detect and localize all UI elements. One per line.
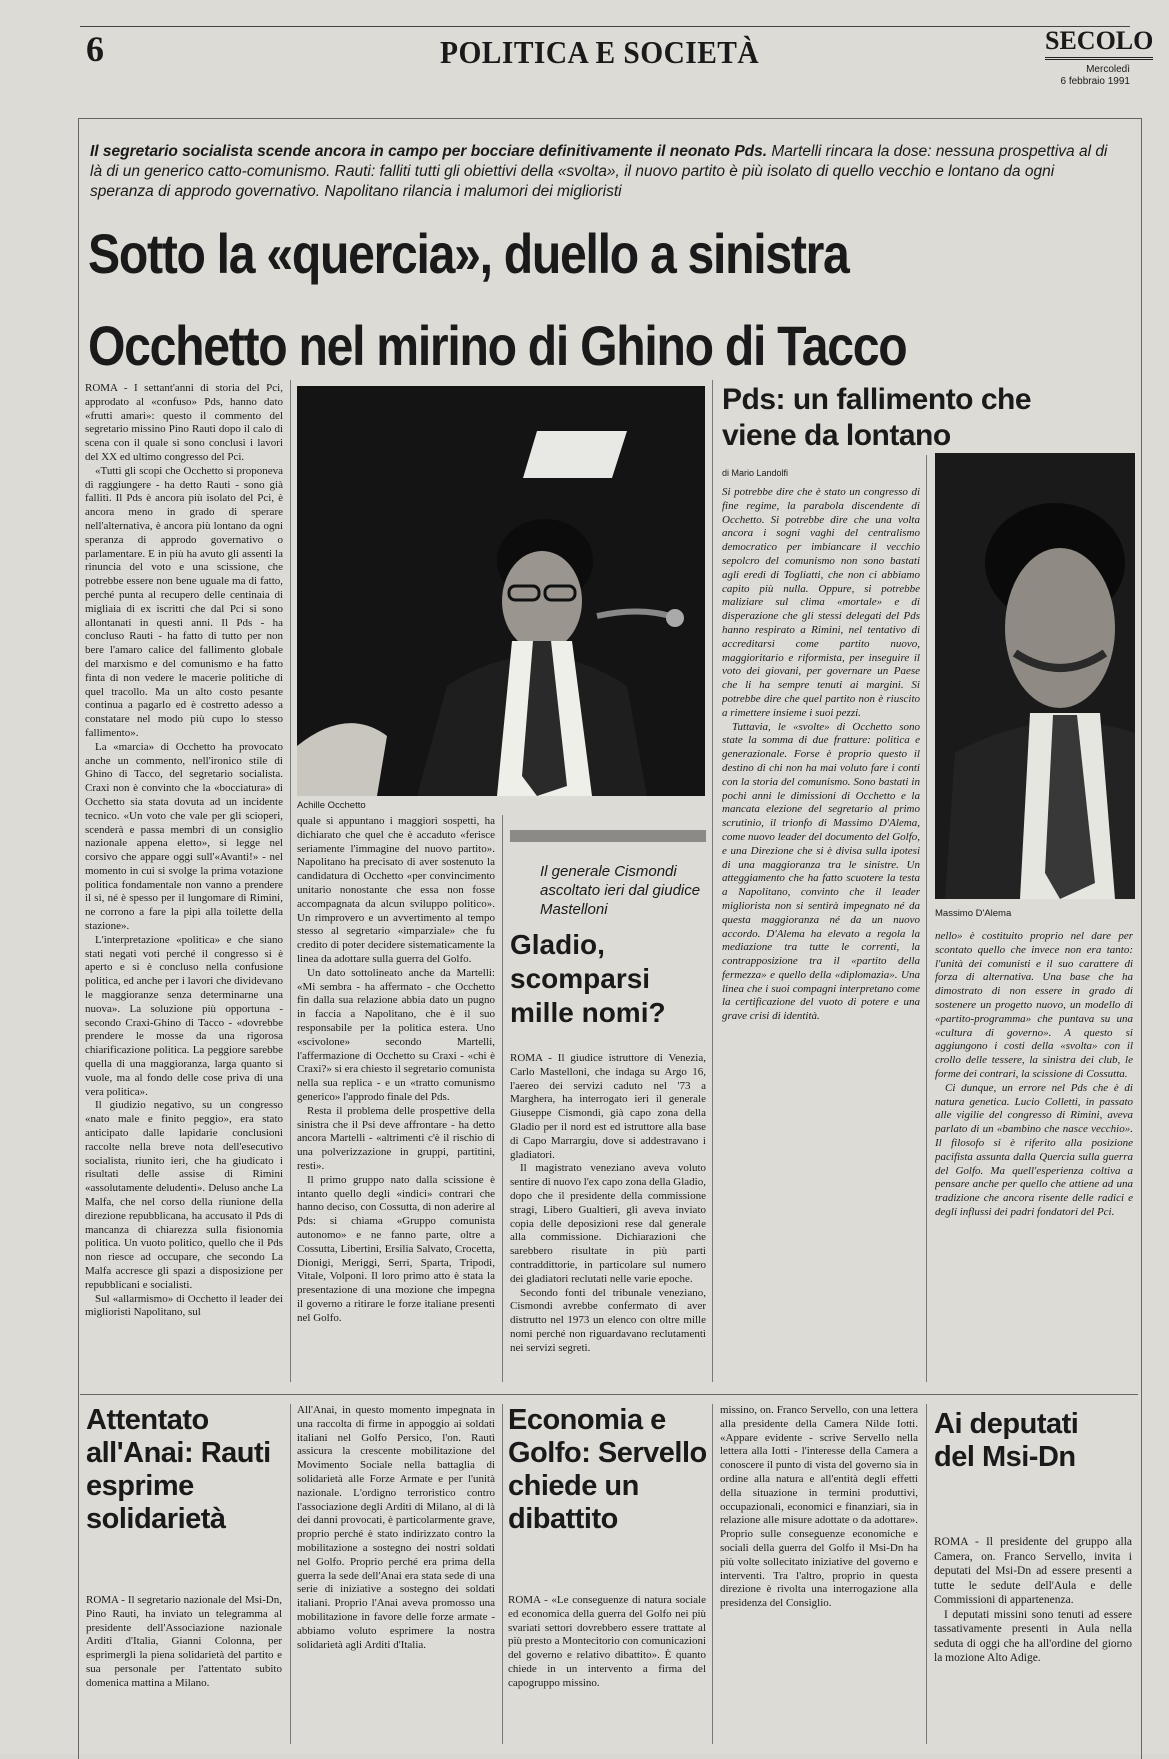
paper-date-value: 6 febbraio 1991 bbox=[1060, 76, 1130, 87]
paragraph: nello» è costituito proprio nel dare per scontato quello che invece non era tanto: l'unità dei comunisti e il suo carattere di forza di alternativa. Una base che ha dimostrato di non essere in grado di sostenere un progetto nuovo, un modello di «partito-programma» che puntava su una «cultura di governo». A questo si aggiungono i costi della «svolta» con il crollo delle tessere, la sinistra dei club, le forme dei contrari, la scissione di Cossutta. bbox=[935, 930, 1133, 1080]
lead-kicker-bold: Il segretario socialista scende ancora in campo per bocciare definitivamente il neonato Pds. bbox=[90, 143, 768, 160]
lower-section-rule bbox=[80, 1394, 1138, 1395]
column-rule bbox=[926, 1404, 927, 1744]
pds-byline: di Mario Landolfi bbox=[722, 468, 789, 478]
paragraph: Il giudizio negativo, su un congresso «nato male e finito peggio», era stato anticipato dalle lapidarie conclusioni raccolte nella breve nota dell'esecutivo socialista, riunito ieri, che ha giudicato i risultati delle assise di Rimini «assolutamente deludenti». Deluso anche La Malfa, che nel corso della riunione della direzione repubblicana, ha accusato il Pds di mancanza di chiarezza sulla fisionomia politica. Un vuoto politico, quello che il Pds non riesce ad occupare, che secondo La Malfa accresce gli spazi a disposizione per repubblicani e socialisti. bbox=[85, 1099, 283, 1291]
paragraph: quale si appuntano i maggiori sospetti, ha dichiarato che quel che è accaduto «ferisce seriamente l'immagine del nuovo partito». Napolitano ha precisato di aver sostenuto la candidatura di Occhetto «per convincimento unitario nonostante che essa non fosse accompagnata da alcun sviluppo politico». Un rimprovero e un avvertimento al tempo stesso al segretario «imparziale» che fu credito di poter decidere sistematicamente la linea da adottare sulla guerra del Golfo. bbox=[297, 815, 495, 965]
paragraph: Tuttavia, le «svolte» di Occhetto sono state la somma di due fratture: politica e generazionale. Forse è proprio questo il destino di chi non ha mai voluto fare i conti con la storia del comunismo. Sono bastati in pochi anni le dimissioni di Occhetto e la mancata elezione del segretario al primo scrutinio, il trionfo di Massimo D'Alema, come nuovo leader del documento del Golfo, e una Direzione che si è divisa sulla ipotesi di una maggioranza tra le sinistre. Un atteggiamento che ha fatto scuotere la testa a Napolitano, convinto che il leader migliorista non si sentirà impegnato né da questa maggioranza né da un nuovo accordo. D'Alema ha elevato a regola la mediazione tra tutte le correnti, la contrapposizione tra il «partito della fermezza» e quello della «diplomazia». Una linea che i suoi compagni interpretano come la certificazione del vuoto di potere e una grave crisi di identità. bbox=[722, 720, 920, 1023]
headline-line-2: Occhetto nel mirino di Ghino di Tacco bbox=[88, 314, 907, 377]
paragraph: «Tutti gli scopi che Occhetto si proponeva di raggiungere - ha detto Rauti - sono già falliti. Il Pds è ancora più isolato del Pci, è ancora meno in grado di sperare nell'alternativa, è ancora più lontano da ogni speranza di approdo governativo o parlamentare. E in più ha avuto gli assenti la rinuncia del voto e una scissione, che potrebbe essere non bene uguale ma di fatto, perché punta al recupero delle centinaia di migliaia di ex iscritti che dal Pci si sono allontanati in questi anni. Il Pds - ha concluso Rauti - ha fatto di tutto per non bere l'amaro calice del fallimento globale del marxismo e del comunismo e ha fatto finta di non vedere le macerie politiche di quel tracollo. Ma un alto costo pesante continua a pagarlo ed è costretto adesso a constatare nel modo più cupo lo stesso fallimento». bbox=[85, 464, 283, 739]
paper-day: Mercoledì bbox=[1086, 64, 1130, 75]
anai-title: Attentato all'Anai: Rauti esprime solidarietà bbox=[86, 1404, 271, 1535]
paragraph: Il primo gruppo nato dalla scissione è intanto quello degli «indici» contrari che hanno deciso, con Cossutta, di non aderire al Pds: si chiama «Gruppo comunista autonomo» e ne fanno parte, oltre a Cossutta, Libertini, Ersilia Salvato, Crocetta, Dionigi, Meriggi, Serri, Sparta, Tripodi, Vitale, Volponi. Il loro primo atto è stata la presentazione di una mozione che impegna il governo a ritirare le forze italiane presenti nel Golfo. bbox=[297, 1173, 495, 1324]
paragraph: ROMA - «Le conseguenze di natura sociale ed economica della guerra del Golfo nei più svariati settori dovrebbero essere trattate al più presto a Montecitorio con comunicazioni del governo e relativo dibattito». È quanto chiede in un intervento a firma del capogruppo missino. bbox=[508, 1594, 706, 1689]
column-rule bbox=[712, 1404, 713, 1744]
deputati-body bbox=[934, 1535, 1132, 1744]
paragraph: La «marcia» di Occhetto ha provocato anche un commento, nell'ironico stile di Ghino di Tacco, del segretario socialista. Craxi non è convinto che la «bocciatura» di Occhetto sia stata dovuta ad un incidente tecnico. «Un voto che vale per gli scioperi, scenderà e passa membri di un consiglio nazionale appena eletto», si legge nel corsivo che appare oggi sull'«Avanti!» - nel momento in cui si svolge la prima votazione politica fondamentale non vanno a prendere il sì, né è spesso per il lungomare di Rimini, ne corrono a fare la pipì alla toilette della stazione». bbox=[85, 740, 283, 933]
column-rule bbox=[290, 380, 291, 1382]
anai-column-1 bbox=[86, 1594, 282, 1744]
occhetto-illustration bbox=[297, 386, 705, 796]
pds-column-2 bbox=[935, 930, 1133, 1382]
paragraph: ROMA - I settant'anni di storia del Pci, approdato al «confuso» Pds, hanno dato «frutti amari»: questo il commento del segretario missino Pino Rauti dopo il calo di scena con il quale si sono conclusi i lavori del XX ed ultimo congresso del Pci. bbox=[85, 382, 283, 463]
lead-column-1 bbox=[85, 382, 283, 1382]
paragraph: L'interpretazione «politica» e che siano stati negati voti perché il congresso si è aperto e si è concluso nella confusione politica, ed anche per i lavori che dividevano le maggioranze senza determinarne una nuova». La soluzione più opportuna - secondo Craxi-Ghino di Tacco - «dovrebbe prendere le mosse da una rigorosa chiarificazione politica. La peggiore sarebbe quella di una maggioranza, larga quanto si vuole, ma al fondo delle cose priva di una vera politica». bbox=[85, 933, 283, 1098]
gladio-title: Gladio, scomparsi mille nomi? bbox=[510, 929, 666, 1028]
lead-column-2 bbox=[297, 815, 495, 1382]
column-rule bbox=[502, 815, 503, 1382]
gladio-kicker: Il generale Cismondi ascoltato ieri dal giudice Mastelloni bbox=[540, 863, 701, 918]
economia-column-1 bbox=[508, 1594, 706, 1744]
masthead-rule bbox=[80, 26, 1130, 27]
lead-kicker bbox=[90, 142, 1110, 202]
deputati-title: Ai deputati del Msi-Dn bbox=[934, 1408, 1079, 1473]
lead-headline bbox=[88, 208, 991, 392]
occhetto-photo bbox=[297, 386, 705, 796]
paper-date bbox=[1025, 64, 1130, 88]
section-title: POLITICA E SOCIETÀ bbox=[440, 34, 760, 70]
paragraph: ROMA - Il presidente del gruppo alla Camera, on. Franco Servello, invita i deputati del Msi-Dn ad essere presenti a tutte le sedute dell'Aula e delle Commissioni di appartenenza. bbox=[934, 1536, 1132, 1606]
dalema-illustration bbox=[935, 453, 1135, 899]
economia-title: Economia e Golfo: Servello chiede un dibattito bbox=[508, 1404, 707, 1535]
paragraph: Sul «allarmismo» di Occhetto il leader dei miglioristi Napolitano, sul bbox=[85, 1292, 283, 1319]
column-rule bbox=[712, 380, 713, 1382]
lead-kicker-rest: Martelli rincara la dose: nessuna prospettiva al di là di un generico catto-comunismo. Rauti: falliti tutti gli obiettivi della «svolta», il nuovo partito è più isolato di quello vecchio e lontano da ogni speranza di approdo governativo. Napolitano rilancia i malumori dei miglioristi bbox=[90, 143, 1108, 200]
column-rule bbox=[926, 455, 927, 1382]
pds-title: Pds: un fallimento che viene da lontano bbox=[722, 383, 1032, 452]
paragraph: Si potrebbe dire che è stato un congresso di fine regime, la parabola discendente di Occhetto. Si potrebbe dire che una volta ancora i sogni vaghi del centralismo democratico per imbiancare il vecchio sepolcro del comunismo non sono bastati agli eredi di Togliatti, che non ci abbiamo capito più nulla. Oppure, si potrebbe maliziare sul clima «mortale» e di disperazione che gli stessi delegati del Pds hanno respirato a Rimini, nel tentativo di accreditarsi come partito nuovo, maggioritario e riformista, per inseguire il voto dei giovani, per governare un Paese che li ha sempre tenuti ai margini. Si potrebbe dire che quel partito non è riuscito a rimettere insieme i suoi pezzi. bbox=[722, 486, 920, 719]
paragraph: missino, on. Franco Servello, con una lettera alla presidente della Camera Nilde Iotti. «Appare evidente - scrive Servello nella lettera alla Iotti - l'interesse della Camera a conoscere il punto di vista del governo sia in ordine alla natura e all'entità degli effetti della situazione in termini produttivi, occupazionali, economici e finanziari, sia in relazione alle misure adottate o da adottare». Proprio sulle conseguenze economiche e sociali della guerra del Golfo il Msi-Dn ha più volte sollecitato iniziative del governo e interventi. Tra l'altro, proprio in questa direzione è rivolta una interrogazione alla presidenza del Consiglio. bbox=[720, 1404, 918, 1610]
dalema-photo bbox=[935, 453, 1135, 899]
paragraph: ROMA - Il segretario nazionale del Msi-Dn, Pino Rauti, ha inviato un telegramma al presidente dell'Associazione nazionale Arditi d'Italia, Gianni Colonna, per esprimergli la piena solidarietà del partito e sua personale per l'attentato subito domenica mattina a Milano. bbox=[86, 1594, 282, 1689]
paragraph: Ci dunque, un errore nel Pds che è di natura genetica. Lucio Colletti, in passato alle vigilie del congresso di Rimini, aveva parlato di un «bambino che nasce vecchio». Il filosofo si è riferito alla posizione pacifista assunta dalla Quercia sulla guerra del Golfo. Ma quell'esperienza coltiva a pensare anche per quello che attiene ad una tradizione che ancora risente delle radici e degli influssi dei padri fondatori del Pci. bbox=[935, 1081, 1133, 1218]
paper-name: SECOLO bbox=[1045, 26, 1153, 60]
economia-column-2 bbox=[720, 1404, 918, 1744]
dalema-caption: Massimo D'Alema bbox=[935, 908, 1012, 919]
paragraph: ROMA - Il giudice istruttore di Venezia, Carlo Mastelloni, che indaga su Argo 16, l'aereo dei servizi caduto nel '73 a Marghera, ha interrogato ieri il generale Giuseppe Cismondi, già capo zona della Gladio per il nord est ed istruttore alla base di Capo Marrargiu, dove si addestravano i gladiatori. bbox=[510, 1052, 706, 1161]
anai-column-2 bbox=[297, 1404, 495, 1744]
headline-line-1: Sotto la «quercia», duello a sinistra bbox=[88, 222, 849, 285]
gladio-body bbox=[510, 1052, 706, 1382]
gladio-bar bbox=[510, 830, 706, 842]
paragraph: Resta il problema delle prospettive della sinistra che il Psi deve affrontare - ha detto ancora Martelli - «altrimenti c'è il rischio di una polverizzazione in gruppi, partitini, resti». bbox=[297, 1104, 495, 1172]
column-rule bbox=[502, 1404, 503, 1744]
paragraph: Il magistrato veneziano aveva voluto sentire di nuovo l'ex capo zona della Gladio, dopo che il presidente della commissione stragi, Libero Gualtieri, gli aveva inviato copia delle deposizioni rese dal generale alla commissione. Dichiarazioni che sarebbero risultate in più parti contraddittorie, in particolare sul numero dei gladiatori reclutati nelle varie epoche. bbox=[510, 1162, 706, 1285]
paragraph: Un dato sottolineato anche da Martelli: «Mi sembra - ha affermato - che Occhetto fin dalla sua relazione abbia dato un pugno in faccia a Napolitano, che è il suo responsabile per la politica estera. Uno «scivolone» secondo Martelli, l'affermazione di Occhetto su Craxi - «chi è Craxi?» si era chiesto il segretario comunista nella sua replica - e un «tratto comunismo generico» l'approdo finale del Pds. bbox=[297, 966, 495, 1103]
occhetto-caption: Achille Occhetto bbox=[297, 800, 366, 811]
column-rule bbox=[290, 1404, 291, 1744]
paragraph: Secondo fonti del tribunale veneziano, Cismondi avrebbe confermato di aver distrutto nel 1973 un elenco con oltre mille nomi perché non riguardavano reclutamenti nei servizi segreti. bbox=[510, 1286, 706, 1354]
pds-column-1 bbox=[722, 486, 920, 1382]
paragraph: All'Anai, in questo momento impegnata in una raccolta di firme in appoggio ai soldati italiani nel Golfo Persico, l'on. Rauti assicura la crescente mobilitazione del Movimento Sociale nella battaglia di solidarietà alle Forze Armate e per l'unità nazionale. L'ordigno terroristico contro l'associazione degli Arditi di Milano, al di là dei danni provocati, è particolarmente grave, proprio perché è stato indirizzato contro la mobilitazione a sostegno dei nostri soldati nel Golfo. Proprio perché era prima della guerra la sede dell'Anai era stata sede di una serie di iniziative a sostegno dei soldati italiani. Proprio l'Anai aveva promosso una mobilitazione in favore delle forze armate - abbiamo voluto esprimere la nostra solidarietà agli Arditi d'Italia. bbox=[297, 1404, 495, 1651]
paragraph: I deputati missini sono tenuti ad essere tassativamente presenti in Aula nella seduta di oggi che ha all'ordine del giorno la mozione Alto Adige. bbox=[934, 1608, 1132, 1664]
page-number: 6 bbox=[86, 29, 104, 69]
